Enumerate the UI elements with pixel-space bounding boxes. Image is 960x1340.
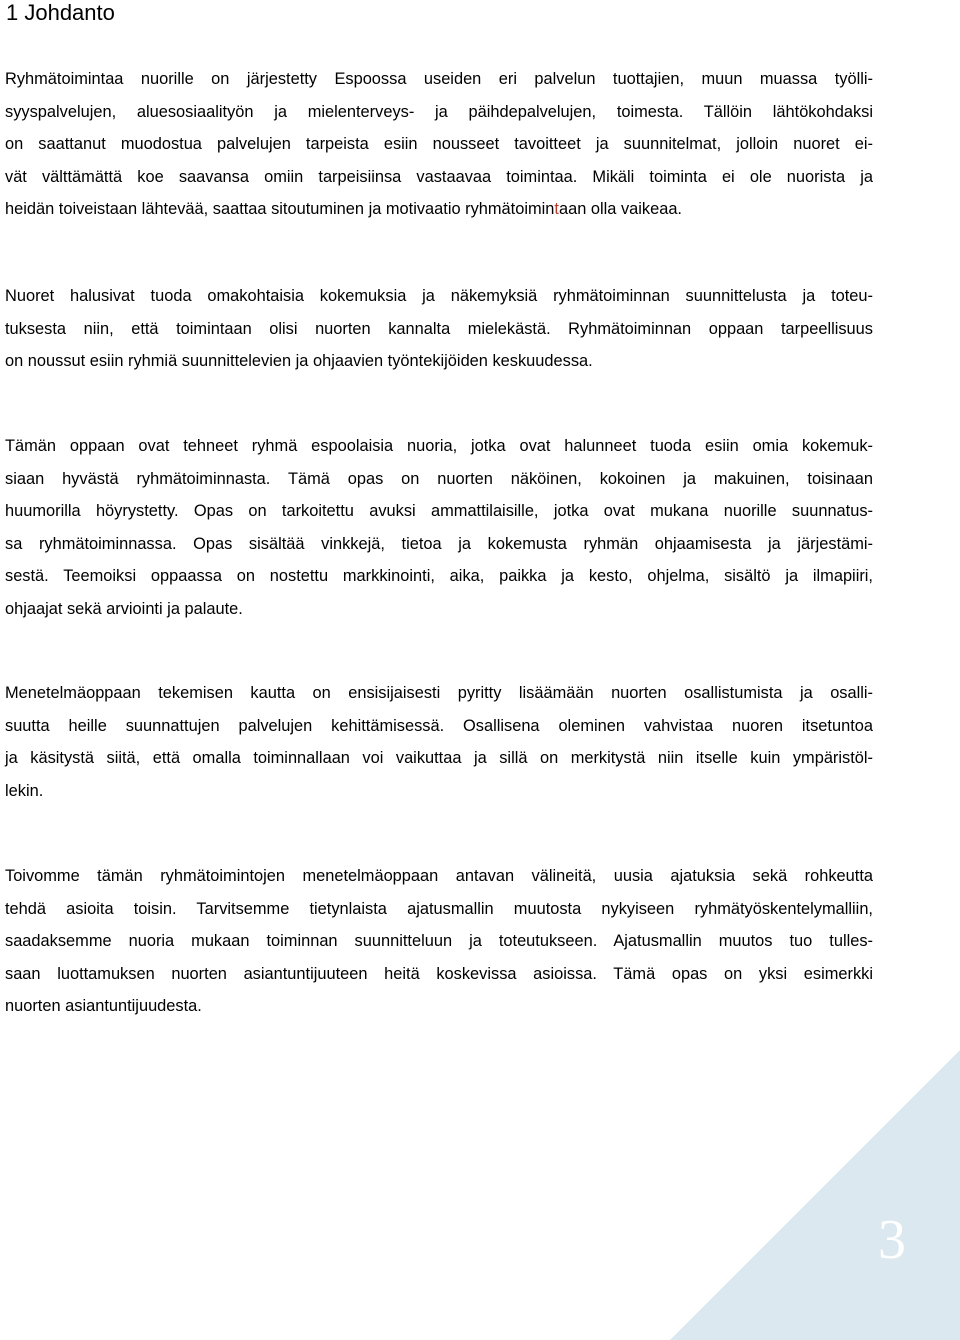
text-line: saadaksemme nuoria mukaan toiminnan suunnitteluun ja toteutukseen. Ajatusmallin muutos tuo tulles- — [5, 932, 873, 951]
paragraph-4 — [5, 677, 873, 807]
text-line: Tämän oppaan ovat tehneet ryhmä espoolaisia nuoria, jotka ovat halunneet tuoda esiin omia kokemuk- — [5, 437, 873, 455]
paragraph-5 — [5, 860, 873, 1023]
text-line: tuksesta niin, että toimintaan olisi nuorten kannalta mielekästä. Ryhmätoiminnan oppaan tarpeellisuus — [5, 319, 873, 338]
text-line: sa ryhmätoiminnassa. Opas sisältää vinkkejä, tietoa ja kokemusta ryhmän ohjaamisesta ja järjestämi- — [5, 534, 873, 553]
section-heading: 1 Johdanto — [6, 0, 115, 25]
paragraph-2 — [5, 280, 873, 378]
paragraph-3 — [5, 430, 873, 626]
text-line: lekin. — [5, 781, 44, 800]
text-segment: heidän toiveistaan lähtevää, saattaa sitoutuminen ja motivaatio ryhmätoimin — [5, 200, 555, 219]
text-line: siaan hyvästä ryhmätoiminnasta. Tämä opas on nuorten näköinen, kokoinen ja makuinen, toisinaan — [5, 469, 873, 488]
page-number: 3 — [878, 1209, 906, 1271]
text-line: on saattanut muodostua palvelujen tarpeista esiin nousseet tavoitteet ja suunnitelmat, jolloin nuoret ei- — [5, 135, 873, 154]
text-line — [5, 193, 873, 226]
text-line: on noussut esiin ryhmiä suunnittelevien ja ohjaavien työntekijöiden keskuudessa. — [5, 352, 593, 371]
text-line: nuorten asiantuntijuudesta. — [5, 997, 202, 1016]
text-line: saan luottamuksen nuorten asiantuntijuuteen heitä koskevissa asioissa. Tämä opas on yksi esimerkki — [5, 964, 873, 983]
corner-triangle-decoration — [670, 1050, 960, 1340]
text-line: huumorilla höyrystetty. Opas on tarkoitettu avuksi ammattilaisille, jotka ovat mukana nuorille suunnatus- — [5, 502, 873, 521]
text-line: sestä. Teemoiksi oppaassa on nostettu markkinointi, aika, paikka ja kesto, ohjelma, sisältö ja ilmapiiri, — [5, 567, 873, 586]
text-line: tehdä asioita toisin. Tarvitsemme tietynlaista ajatusmallin muutosta nykyiseen ryhmätyöskentelymalliin, — [5, 899, 873, 918]
text-segment: aan olla vaikeaa. — [558, 200, 682, 219]
text-line: vät välttämättä koe saavansa omiin tarpeisiinsa vastaavaa toimintaa. Mikäli toiminta ei ole nuorista ja — [5, 167, 873, 186]
corner-triangle-shape — [670, 1050, 960, 1340]
text-line: suutta heille suunnattujen palvelujen kehittämisessä. Osallisena oleminen vahvistaa nuoren itsetuntoa — [5, 716, 873, 735]
text-line: Nuoret halusivat tuoda omakohtaisia kokemuksia ja näkemyksiä ryhmätoiminnan suunnittelusta ja toteu- — [5, 287, 873, 305]
text-line: ohjaajat sekä arviointi ja palaute. — [5, 599, 243, 618]
text-line: ja käsitystä siitä, että omalla toiminnallaan voi vaikuttaa ja sillä on merkitystä niin itselle kuin ympäristöl- — [5, 749, 873, 768]
text-line: Menetelmäoppaan tekemisen kautta on ensisijaisesti pyritty lisäämään nuorten osallistumista ja osalli- — [5, 684, 873, 702]
text-line: syyspalvelujen, aluesosiaalityön ja mielenterveys- ja päihdepalvelujen, toimesta. Tällöin lähtökohdaksi — [5, 102, 873, 121]
text-line: Toivomme tämän ryhmätoimintojen menetelmäoppaan antavan välineitä, uusia ajatuksia sekä rohkeutta — [5, 867, 873, 885]
paragraph-1 — [5, 63, 873, 226]
highlighted-letter: t — [554, 200, 559, 219]
text-line: Ryhmätoimintaa nuorille on järjestetty Espoossa useiden eri palvelun tuottajien, muun muassa työlli- — [5, 70, 873, 88]
